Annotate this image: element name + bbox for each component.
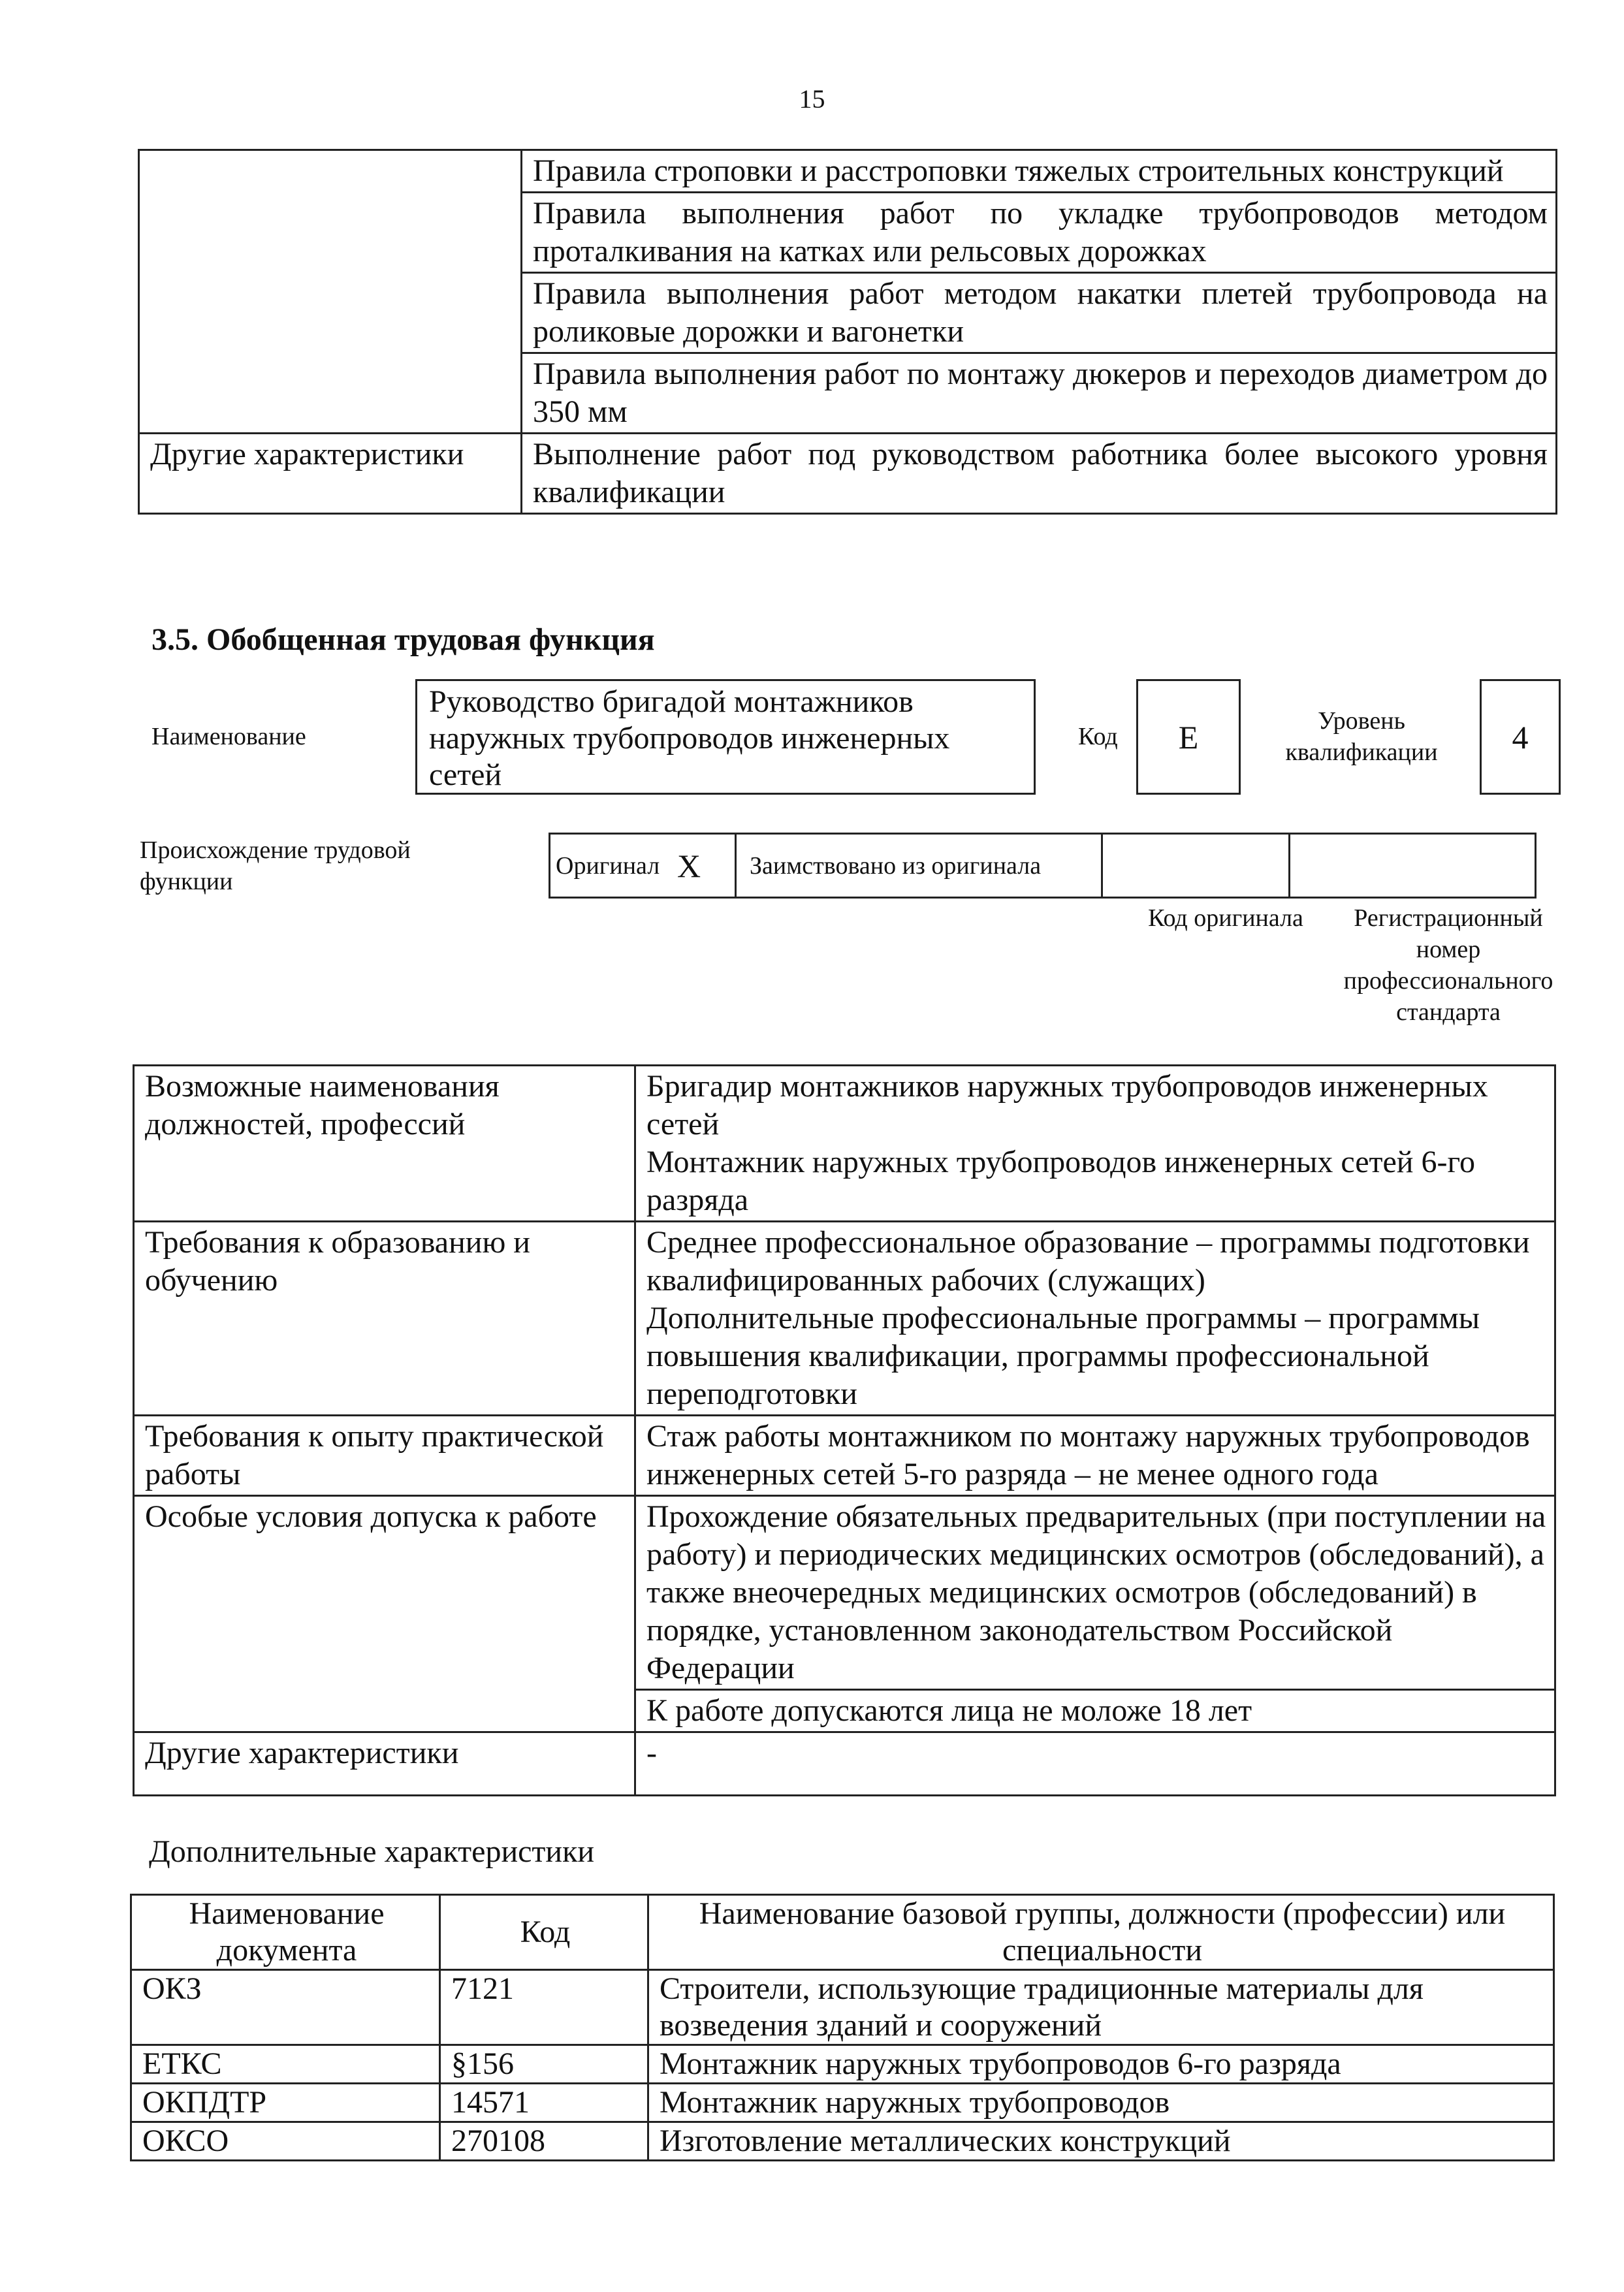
requirements-table (133, 1064, 1556, 1796)
origin-label (140, 835, 411, 897)
table-cell-label: Другие характеристики (134, 1732, 635, 1796)
name-label: Наименование (151, 723, 306, 750)
origin-borrowed-label: Заимствовано из оригинала (736, 834, 1102, 898)
table-cell-value: Правила выполнения работ методом накатки плетей трубопровода на роликовые дорожки и вагонетки (522, 273, 1557, 353)
additional-table (130, 1894, 1555, 2161)
table-cell: 7121 (440, 1970, 648, 2045)
table-cell: §156 (440, 2045, 648, 2084)
table-cell-value: Правила выполнения работ по монтажу дюкеров и переходов диаметром до 350 мм (522, 353, 1557, 434)
table-cell-label: Требования к образованию и обучению (134, 1222, 635, 1416)
origin-label-line: функции (140, 868, 233, 895)
table-row (131, 2122, 1554, 2161)
caption-original-code: Код оригинала (1148, 904, 1303, 932)
knowledge-table (138, 149, 1557, 515)
table-row (131, 2045, 1554, 2084)
caption-line: Регистрационный (1354, 904, 1543, 932)
table-cell-label: Возможные наименования должностей, профессий (134, 1066, 635, 1222)
table-row (550, 834, 1536, 898)
origin-table (549, 833, 1536, 899)
table-cell-value: Правила строповки и расстроповки тяжелых строительных конструкций (522, 150, 1557, 193)
qualification-level-box: 4 (1480, 679, 1561, 795)
caption-line: номер (1416, 936, 1481, 963)
level-label-line: Уровень (1318, 707, 1405, 735)
table-row (131, 1970, 1554, 2045)
table-cell: ОКПДТР (131, 2084, 440, 2122)
function-name-box: Руководство бригадой монтажников наружных трубопроводов инженерных сетей (415, 679, 1036, 795)
section-heading: 3.5. Обобщенная трудовая функция (151, 622, 655, 657)
table-cell-value: - (635, 1732, 1555, 1796)
table-row (139, 434, 1557, 514)
table-cell-value: Прохождение обязательных предварительных (при поступлении на работу) и периодических медицинских осмотров (обследований), а также внеочередных медицинских осмотров (обследований) в порядке, установленном законодательством Российской Федерации (635, 1496, 1555, 1690)
table-cell-value: Выполнение работ под руководством работника более высокого уровня квалификации (522, 434, 1557, 514)
table-cell-label: Другие характеристики (139, 434, 522, 514)
page-number: 15 (799, 84, 825, 114)
origin-code-cell (1102, 834, 1290, 898)
value-line: Среднее профессиональное образование – программы подготовки квалифицированных рабочих (служащих) (646, 1225, 1530, 1297)
table-row (131, 2084, 1554, 2122)
header-cell: Код (440, 1895, 648, 1970)
table-cell: Монтажник наружных трубопроводов 6-го разряда (648, 2045, 1554, 2084)
table-cell-value: Правила выполнения работ по укладке трубопроводов методом проталкивания на катках или рельсовых дорожках (522, 193, 1557, 273)
table-row (139, 150, 1557, 193)
table-header-row (131, 1895, 1554, 1970)
table-cell-value: К работе допускаются лица не моложе 18 лет (635, 1690, 1555, 1732)
table-row (134, 1222, 1555, 1416)
table-cell: Строители, использующие традиционные материалы для возведения зданий и сооружений (648, 1970, 1554, 2045)
value-line: Дополнительные профессиональные программы – программы повышения квалификации, программы профессиональной переподготовки (646, 1301, 1480, 1411)
code-label: Код (1078, 723, 1118, 750)
origin-original-mark: X (672, 834, 736, 898)
origin-label-line: Происхождение трудовой (140, 836, 411, 864)
table-cell: 270108 (440, 2122, 648, 2161)
table-cell: Изготовление металлических конструкций (648, 2122, 1554, 2161)
table-cell-label: Требования к опыту практической работы (134, 1416, 635, 1496)
function-code-box: E (1136, 679, 1241, 795)
table-cell: 14571 (440, 2084, 648, 2122)
table-row (134, 1732, 1555, 1796)
table-row (134, 1496, 1555, 1690)
caption-line: стандарта (1396, 998, 1501, 1026)
level-label (1277, 705, 1446, 768)
table-cell: ОКСО (131, 2122, 440, 2161)
caption-line: профессионального (1343, 967, 1553, 995)
table-cell: ОКЗ (131, 1970, 440, 2045)
origin-original-label: Оригинал (550, 834, 673, 898)
table-cell-value: Стаж работы монтажником по монтажу наружных трубопроводов инженерных сетей 5-го разряда – не менее одного года (635, 1416, 1555, 1496)
header-cell: Наименование документа (131, 1895, 440, 1970)
table-cell-value (635, 1066, 1555, 1222)
origin-reg-number-cell (1290, 834, 1536, 898)
value-line: Монтажник наружных трубопроводов инженерных сетей 6-го разряда (646, 1145, 1475, 1217)
table-cell: ЕТКС (131, 2045, 440, 2084)
caption-reg-number (1311, 902, 1585, 1028)
level-label-line: квалификации (1285, 739, 1438, 766)
value-line: Бригадир монтажников наружных трубопроводов инженерных сетей (646, 1069, 1488, 1141)
table-row (134, 1416, 1555, 1496)
header-cell: Наименование базовой группы, должности (профессии) или специальности (648, 1895, 1554, 1970)
additional-heading: Дополнительные характеристики (149, 1834, 595, 1869)
table-cell-label (139, 150, 522, 434)
table-cell: Монтажник наружных трубопроводов (648, 2084, 1554, 2122)
table-cell-value (635, 1222, 1555, 1416)
table-row (134, 1066, 1555, 1222)
table-cell-label: Особые условия допуска к работе (134, 1496, 635, 1732)
